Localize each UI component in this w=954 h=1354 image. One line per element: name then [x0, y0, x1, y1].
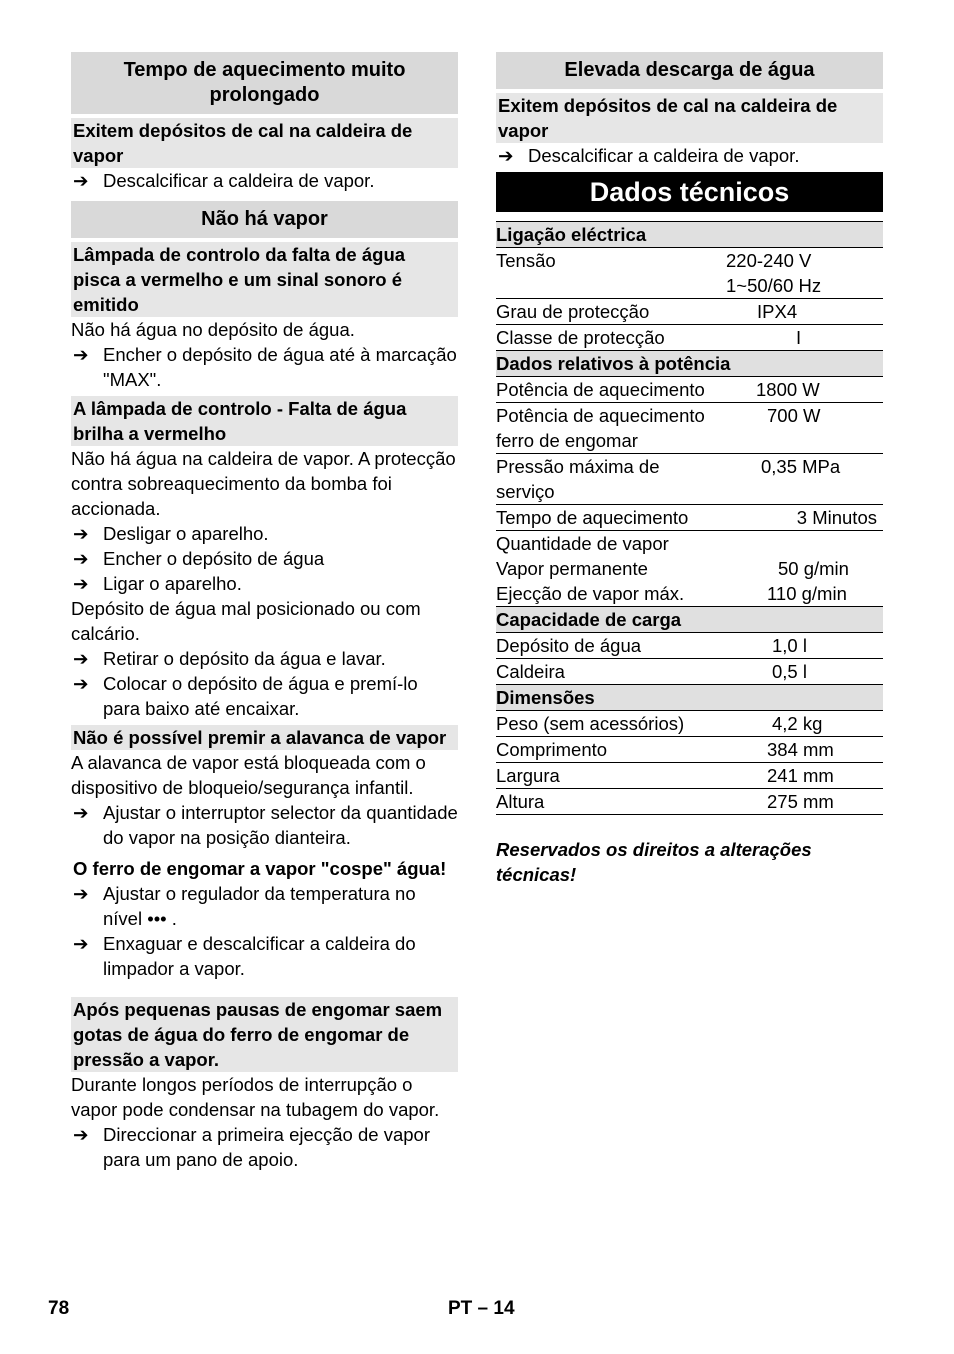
arrow-right-icon: ➔ — [73, 883, 89, 904]
spec-label: Tempo de aquecimento — [496, 505, 721, 531]
page-number: 78 — [48, 1298, 70, 1319]
spec-label: Altura — [496, 789, 721, 815]
action-text: Desligar o aparelho. — [103, 523, 269, 544]
paragraph: Depósito de água mal posicionado ou com calcário. — [71, 598, 421, 644]
arrow-right-icon: ➔ — [498, 145, 514, 166]
action-text: Encher o depósito de água — [103, 548, 325, 569]
arrow-right-icon: ➔ — [73, 1124, 89, 1145]
spec-label: Largura — [496, 763, 721, 789]
action-item — [71, 342, 458, 392]
action-item — [71, 1122, 458, 1172]
spec-value-text: 110 g/min — [767, 583, 847, 604]
technical-data-table — [496, 221, 883, 815]
spec-value — [721, 581, 883, 607]
arrow-right-icon: ➔ — [73, 673, 89, 694]
spec-value-text: I — [796, 327, 802, 348]
spec-label: Classe de protecção — [496, 325, 721, 351]
action-item — [71, 800, 458, 850]
spec-label: Tensão — [496, 248, 721, 299]
spec-value — [721, 505, 883, 531]
spec-label: Depósito de água — [496, 633, 721, 659]
spec-label: Potência de aquecimento ferro de engomar — [496, 403, 721, 454]
table-row — [496, 737, 883, 763]
arrow-right-icon: ➔ — [73, 344, 89, 365]
cause-water-lamp-blinking: Lâmpada de controlo da falta de água pisca a vermelho e um sinal sonoro é emitido — [71, 242, 458, 317]
spec-value-text: 3 Minutos — [796, 507, 877, 528]
action-item — [496, 143, 883, 168]
action-item — [71, 931, 458, 981]
action-text: Direccionar a primeira ejecção de vapor para um pano de apoio. — [103, 1124, 430, 1170]
section-label: Ligação eléctrica — [496, 222, 883, 248]
spec-value-text: 241 mm — [767, 765, 834, 786]
spec-value-text: 700 W — [767, 405, 821, 426]
spec-value — [721, 633, 883, 659]
table-row — [496, 325, 883, 351]
paragraph: A alavanca de vapor está bloqueada com o dispositivo de bloqueio/segurança infantil. — [71, 752, 426, 798]
arrow-right-icon: ➔ — [73, 573, 89, 594]
table-row — [496, 505, 883, 531]
spec-label: Comprimento — [496, 737, 721, 763]
action-text: Colocar o depósito de água e premí-lo para baixo até encaixar. — [103, 673, 418, 719]
spec-value-text: 1,0 l — [772, 635, 807, 656]
action-text: Retirar o depósito da água e lavar. — [103, 648, 386, 669]
spec-value-text: 4,2 kg — [772, 713, 823, 734]
technical-changes-note: Reservados os direitos a alterações técnicas! — [496, 839, 812, 885]
spec-value — [721, 737, 883, 763]
spec-label: Pressão máxima de serviço — [496, 454, 721, 505]
section-label: Dados relativos à potência — [496, 351, 883, 377]
spec-label: Quantidade de vapor — [496, 533, 669, 554]
table-row — [496, 377, 883, 403]
spec-value-text: 50 g/min — [778, 558, 849, 579]
action-item — [71, 571, 458, 596]
cause-water-lamp-red: A lâmpada de controlo - Falta de água brilha a vermelho — [71, 396, 458, 446]
spec-value-text: IPX4 — [757, 301, 798, 322]
spec-label: Potência de aquecimento — [496, 377, 721, 403]
right-column — [496, 52, 883, 887]
table-section-row — [496, 685, 883, 711]
spec-value-text: 220-240 V 1~50/60 Hz — [726, 250, 822, 296]
arrow-right-icon: ➔ — [73, 933, 89, 954]
action-item — [71, 671, 458, 721]
action-text: Descalcificar a caldeira de vapor. — [103, 170, 375, 191]
table-section-row — [496, 222, 883, 248]
cause-limescale: Exitem depósitos de cal na caldeira de vapor — [496, 93, 883, 143]
table-row — [496, 659, 883, 685]
spec-label: Peso (sem acessórios) — [496, 711, 721, 737]
page-section-label: PT – 14 — [448, 1298, 515, 1319]
action-item — [71, 646, 458, 671]
technical-data-title: Dados técnicos — [496, 172, 883, 212]
spec-label: Vapor permanente — [496, 558, 648, 579]
action-text: Ajustar o regulador da temperatura no nível ••• . — [103, 883, 416, 929]
cause-iron-spits-water: O ferro de engomar a vapor "cospe" água! — [73, 858, 447, 879]
action-item — [71, 521, 458, 546]
table-row — [496, 581, 883, 607]
spec-value — [721, 556, 883, 581]
action-text: Enxaguar e descalcificar a caldeira do limpador a vapor. — [103, 933, 416, 979]
paragraph: Durante longos períodos de interrupção o vapor pode condensar na tubagem do vapor. — [71, 1074, 440, 1120]
spec-value-text: 0,35 MPa — [761, 456, 841, 477]
left-column — [71, 52, 458, 1172]
table-section-row — [496, 607, 883, 633]
spec-value-text: 1800 W — [756, 379, 820, 400]
spec-value — [721, 454, 883, 505]
section-heading-no-steam: Não há vapor — [71, 201, 458, 238]
section-heading-water-discharge: Elevada descarga de água — [496, 52, 883, 89]
table-row — [496, 633, 883, 659]
spec-value-text: 275 mm — [767, 791, 834, 812]
spec-value-text: 0,5 l — [772, 661, 807, 682]
table-row — [496, 248, 883, 299]
spec-value — [721, 711, 883, 737]
table-row — [496, 299, 883, 325]
arrow-right-icon: ➔ — [73, 548, 89, 569]
table-row — [496, 454, 883, 505]
spec-label: Grau de protecção — [496, 299, 721, 325]
table-row — [496, 403, 883, 454]
spec-value — [721, 325, 883, 351]
action-item — [71, 881, 458, 931]
action-text: Descalcificar a caldeira de vapor. — [528, 145, 800, 166]
spec-value — [721, 248, 883, 299]
action-text: Ajustar o interruptor selector da quantidade do vapor na posição dianteira. — [103, 802, 458, 848]
action-text: Ligar o aparelho. — [103, 573, 242, 594]
arrow-right-icon: ➔ — [73, 648, 89, 669]
action-item — [71, 546, 458, 571]
arrow-right-icon: ➔ — [73, 802, 89, 823]
spec-value-text: 384 mm — [767, 739, 834, 760]
arrow-right-icon: ➔ — [73, 170, 89, 191]
spec-value — [721, 403, 883, 454]
spec-value — [721, 659, 883, 685]
paragraph: Não há água no depósito de água. — [71, 319, 355, 340]
table-row — [496, 531, 883, 557]
spec-value — [721, 763, 883, 789]
cause-limescale: Exitem depósitos de cal na caldeira de vapor — [71, 118, 458, 168]
action-item — [71, 168, 458, 193]
table-row — [496, 763, 883, 789]
section-heading-heating-time: Tempo de aquecimento muito prolongado — [71, 52, 458, 114]
spec-label: Caldeira — [496, 659, 721, 685]
action-text: Encher o depósito de água até à marcação "MAX". — [103, 344, 457, 390]
spec-value — [721, 299, 883, 325]
spec-label: Ejecção de vapor máx. — [496, 581, 721, 607]
cause-steam-lever-blocked: Não é possível premir a alavanca de vapor — [71, 725, 458, 750]
section-label: Dimensões — [496, 685, 883, 711]
table-section-row — [496, 351, 883, 377]
spec-value — [721, 531, 883, 557]
arrow-right-icon: ➔ — [73, 523, 89, 544]
table-row — [496, 711, 883, 737]
spec-value — [721, 789, 883, 815]
section-label: Capacidade de carga — [496, 607, 883, 633]
cause-water-drops-after-pause: Após pequenas pausas de engomar saem gotas de água do ferro de engomar de pressão a vapor. — [71, 997, 458, 1072]
paragraph: Não há água na caldeira de vapor. A protecção contra sobreaquecimento da bomba foi accionada. — [71, 448, 456, 519]
table-row — [496, 789, 883, 815]
spec-value — [721, 377, 883, 403]
table-row — [496, 556, 883, 581]
